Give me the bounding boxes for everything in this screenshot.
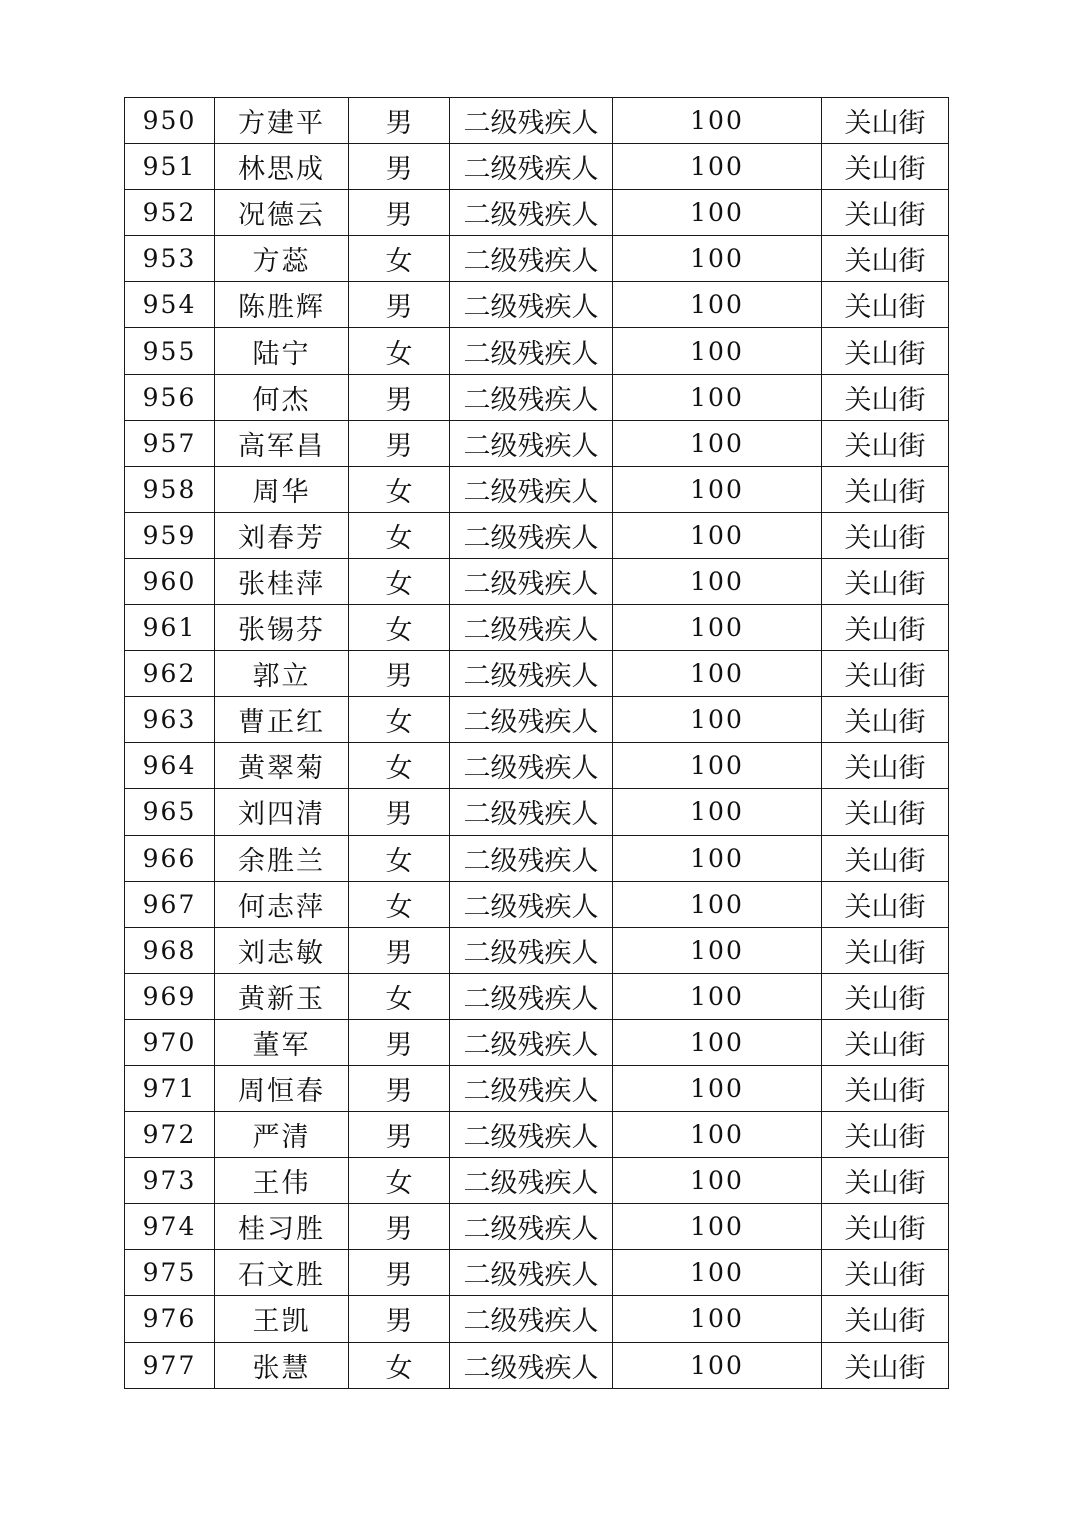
street-cell: 关山街	[822, 1250, 949, 1296]
disability-level-cell: 二级残疾人	[450, 1342, 613, 1388]
name-cell: 周恒春	[215, 1065, 349, 1111]
amount-cell: 100	[613, 1250, 822, 1296]
table-row	[125, 651, 949, 697]
gender-cell: 男	[349, 374, 450, 420]
disability-level-cell: 二级残疾人	[450, 651, 613, 697]
amount-cell: 100	[613, 144, 822, 190]
table-row	[125, 743, 949, 789]
gender-cell: 男	[349, 190, 450, 236]
serial-number-cell: 969	[125, 973, 215, 1019]
serial-number-cell: 975	[125, 1250, 215, 1296]
street-cell: 关山街	[822, 144, 949, 190]
table-row	[125, 973, 949, 1019]
table-row	[125, 98, 949, 144]
disability-level-cell: 二级残疾人	[450, 697, 613, 743]
name-cell: 黄翠菊	[215, 743, 349, 789]
serial-number-cell: 962	[125, 651, 215, 697]
table-row	[125, 420, 949, 466]
table-row	[125, 789, 949, 835]
amount-cell: 100	[613, 881, 822, 927]
gender-cell: 女	[349, 466, 450, 512]
gender-cell: 男	[349, 144, 450, 190]
roster-table-body	[125, 98, 949, 1389]
name-cell: 周华	[215, 466, 349, 512]
serial-number-cell: 965	[125, 789, 215, 835]
table-row	[125, 1250, 949, 1296]
name-cell: 刘四清	[215, 789, 349, 835]
table-row	[125, 374, 949, 420]
street-cell: 关山街	[822, 512, 949, 558]
amount-cell: 100	[613, 190, 822, 236]
table-row	[125, 466, 949, 512]
table-row	[125, 1296, 949, 1342]
disability-level-cell: 二级残疾人	[450, 144, 613, 190]
name-cell: 陈胜辉	[215, 282, 349, 328]
street-cell: 关山街	[822, 881, 949, 927]
name-cell: 王伟	[215, 1158, 349, 1204]
amount-cell: 100	[613, 1065, 822, 1111]
amount-cell: 100	[613, 1158, 822, 1204]
name-cell: 方建平	[215, 98, 349, 144]
street-cell: 关山街	[822, 190, 949, 236]
street-cell: 关山街	[822, 927, 949, 973]
name-cell: 方蕊	[215, 236, 349, 282]
serial-number-cell: 960	[125, 558, 215, 604]
street-cell: 关山街	[822, 697, 949, 743]
name-cell: 郭立	[215, 651, 349, 697]
disability-level-cell: 二级残疾人	[450, 466, 613, 512]
table-row	[125, 1112, 949, 1158]
serial-number-cell: 974	[125, 1204, 215, 1250]
table-row	[125, 1342, 949, 1388]
disability-level-cell: 二级残疾人	[450, 743, 613, 789]
amount-cell: 100	[613, 328, 822, 374]
street-cell: 关山街	[822, 328, 949, 374]
amount-cell: 100	[613, 973, 822, 1019]
name-cell: 何杰	[215, 374, 349, 420]
gender-cell: 男	[349, 927, 450, 973]
name-cell: 余胜兰	[215, 835, 349, 881]
serial-number-cell: 957	[125, 420, 215, 466]
amount-cell: 100	[613, 835, 822, 881]
serial-number-cell: 970	[125, 1019, 215, 1065]
gender-cell: 男	[349, 1112, 450, 1158]
table-row	[125, 282, 949, 328]
amount-cell: 100	[613, 927, 822, 973]
gender-cell: 女	[349, 512, 450, 558]
disability-level-cell: 二级残疾人	[450, 881, 613, 927]
name-cell: 高军昌	[215, 420, 349, 466]
gender-cell: 男	[349, 1250, 450, 1296]
amount-cell: 100	[613, 651, 822, 697]
serial-number-cell: 968	[125, 927, 215, 973]
gender-cell: 女	[349, 605, 450, 651]
street-cell: 关山街	[822, 98, 949, 144]
street-cell: 关山街	[822, 973, 949, 1019]
name-cell: 张桂萍	[215, 558, 349, 604]
name-cell: 张锡芬	[215, 605, 349, 651]
table-row	[125, 697, 949, 743]
table-row	[125, 328, 949, 374]
gender-cell: 女	[349, 835, 450, 881]
table-row	[125, 144, 949, 190]
disability-level-cell: 二级残疾人	[450, 1112, 613, 1158]
street-cell: 关山街	[822, 374, 949, 420]
gender-cell: 男	[349, 1204, 450, 1250]
street-cell: 关山街	[822, 835, 949, 881]
amount-cell: 100	[613, 420, 822, 466]
amount-cell: 100	[613, 605, 822, 651]
street-cell: 关山街	[822, 1342, 949, 1388]
gender-cell: 女	[349, 881, 450, 927]
gender-cell: 男	[349, 420, 450, 466]
amount-cell: 100	[613, 282, 822, 328]
amount-cell: 100	[613, 1204, 822, 1250]
amount-cell: 100	[613, 743, 822, 789]
amount-cell: 100	[613, 558, 822, 604]
disability-level-cell: 二级残疾人	[450, 1065, 613, 1111]
street-cell: 关山街	[822, 1204, 949, 1250]
serial-number-cell: 959	[125, 512, 215, 558]
gender-cell: 女	[349, 558, 450, 604]
name-cell: 王凯	[215, 1296, 349, 1342]
name-cell: 严清	[215, 1112, 349, 1158]
street-cell: 关山街	[822, 558, 949, 604]
disability-level-cell: 二级残疾人	[450, 558, 613, 604]
serial-number-cell: 952	[125, 190, 215, 236]
table-row	[125, 1019, 949, 1065]
street-cell: 关山街	[822, 466, 949, 512]
disability-level-cell: 二级残疾人	[450, 1019, 613, 1065]
table-row	[125, 1158, 949, 1204]
disability-level-cell: 二级残疾人	[450, 420, 613, 466]
table-row	[125, 236, 949, 282]
table-row	[125, 512, 949, 558]
amount-cell: 100	[613, 697, 822, 743]
gender-cell: 女	[349, 697, 450, 743]
street-cell: 关山街	[822, 743, 949, 789]
gender-cell: 女	[349, 1342, 450, 1388]
table-row	[125, 927, 949, 973]
serial-number-cell: 977	[125, 1342, 215, 1388]
disability-level-cell: 二级残疾人	[450, 282, 613, 328]
gender-cell: 男	[349, 789, 450, 835]
street-cell: 关山街	[822, 236, 949, 282]
gender-cell: 女	[349, 973, 450, 1019]
table-row	[125, 1204, 949, 1250]
disability-level-cell: 二级残疾人	[450, 236, 613, 282]
gender-cell: 男	[349, 651, 450, 697]
disability-level-cell: 二级残疾人	[450, 1296, 613, 1342]
street-cell: 关山街	[822, 1158, 949, 1204]
amount-cell: 100	[613, 98, 822, 144]
roster-table	[124, 97, 949, 1389]
name-cell: 桂习胜	[215, 1204, 349, 1250]
street-cell: 关山街	[822, 1019, 949, 1065]
serial-number-cell: 973	[125, 1158, 215, 1204]
amount-cell: 100	[613, 1112, 822, 1158]
gender-cell: 男	[349, 282, 450, 328]
disability-level-cell: 二级残疾人	[450, 512, 613, 558]
amount-cell: 100	[613, 236, 822, 282]
gender-cell: 男	[349, 1296, 450, 1342]
disability-level-cell: 二级残疾人	[450, 98, 613, 144]
name-cell: 刘春芳	[215, 512, 349, 558]
name-cell: 董军	[215, 1019, 349, 1065]
street-cell: 关山街	[822, 1296, 949, 1342]
amount-cell: 100	[613, 466, 822, 512]
street-cell: 关山街	[822, 651, 949, 697]
serial-number-cell: 963	[125, 697, 215, 743]
serial-number-cell: 964	[125, 743, 215, 789]
amount-cell: 100	[613, 512, 822, 558]
gender-cell: 女	[349, 328, 450, 374]
table-row	[125, 558, 949, 604]
name-cell: 曹正红	[215, 697, 349, 743]
serial-number-cell: 956	[125, 374, 215, 420]
gender-cell: 女	[349, 1158, 450, 1204]
serial-number-cell: 958	[125, 466, 215, 512]
disability-level-cell: 二级残疾人	[450, 973, 613, 1019]
amount-cell: 100	[613, 374, 822, 420]
name-cell: 林思成	[215, 144, 349, 190]
street-cell: 关山街	[822, 1065, 949, 1111]
name-cell: 黄新玉	[215, 973, 349, 1019]
disability-level-cell: 二级残疾人	[450, 1250, 613, 1296]
gender-cell: 男	[349, 1065, 450, 1111]
gender-cell: 女	[349, 236, 450, 282]
serial-number-cell: 967	[125, 881, 215, 927]
table-row	[125, 605, 949, 651]
gender-cell: 男	[349, 1019, 450, 1065]
table-row	[125, 835, 949, 881]
serial-number-cell: 951	[125, 144, 215, 190]
name-cell: 况德云	[215, 190, 349, 236]
disability-level-cell: 二级残疾人	[450, 835, 613, 881]
disability-level-cell: 二级残疾人	[450, 190, 613, 236]
table-row	[125, 190, 949, 236]
street-cell: 关山街	[822, 282, 949, 328]
street-cell: 关山街	[822, 605, 949, 651]
serial-number-cell: 966	[125, 835, 215, 881]
serial-number-cell: 972	[125, 1112, 215, 1158]
serial-number-cell: 961	[125, 605, 215, 651]
amount-cell: 100	[613, 1296, 822, 1342]
serial-number-cell: 950	[125, 98, 215, 144]
disability-level-cell: 二级残疾人	[450, 374, 613, 420]
amount-cell: 100	[613, 789, 822, 835]
disability-level-cell: 二级残疾人	[450, 789, 613, 835]
name-cell: 何志萍	[215, 881, 349, 927]
name-cell: 刘志敏	[215, 927, 349, 973]
serial-number-cell: 953	[125, 236, 215, 282]
gender-cell: 男	[349, 98, 450, 144]
serial-number-cell: 955	[125, 328, 215, 374]
street-cell: 关山街	[822, 1112, 949, 1158]
serial-number-cell: 971	[125, 1065, 215, 1111]
disability-level-cell: 二级残疾人	[450, 1158, 613, 1204]
gender-cell: 女	[349, 743, 450, 789]
amount-cell: 100	[613, 1342, 822, 1388]
serial-number-cell: 976	[125, 1296, 215, 1342]
amount-cell: 100	[613, 1019, 822, 1065]
disability-level-cell: 二级残疾人	[450, 1204, 613, 1250]
disability-level-cell: 二级残疾人	[450, 927, 613, 973]
street-cell: 关山街	[822, 789, 949, 835]
name-cell: 张慧	[215, 1342, 349, 1388]
serial-number-cell: 954	[125, 282, 215, 328]
disability-level-cell: 二级残疾人	[450, 605, 613, 651]
table-row	[125, 1065, 949, 1111]
table-row	[125, 881, 949, 927]
name-cell: 陆宁	[215, 328, 349, 374]
name-cell: 石文胜	[215, 1250, 349, 1296]
disability-level-cell: 二级残疾人	[450, 328, 613, 374]
street-cell: 关山街	[822, 420, 949, 466]
